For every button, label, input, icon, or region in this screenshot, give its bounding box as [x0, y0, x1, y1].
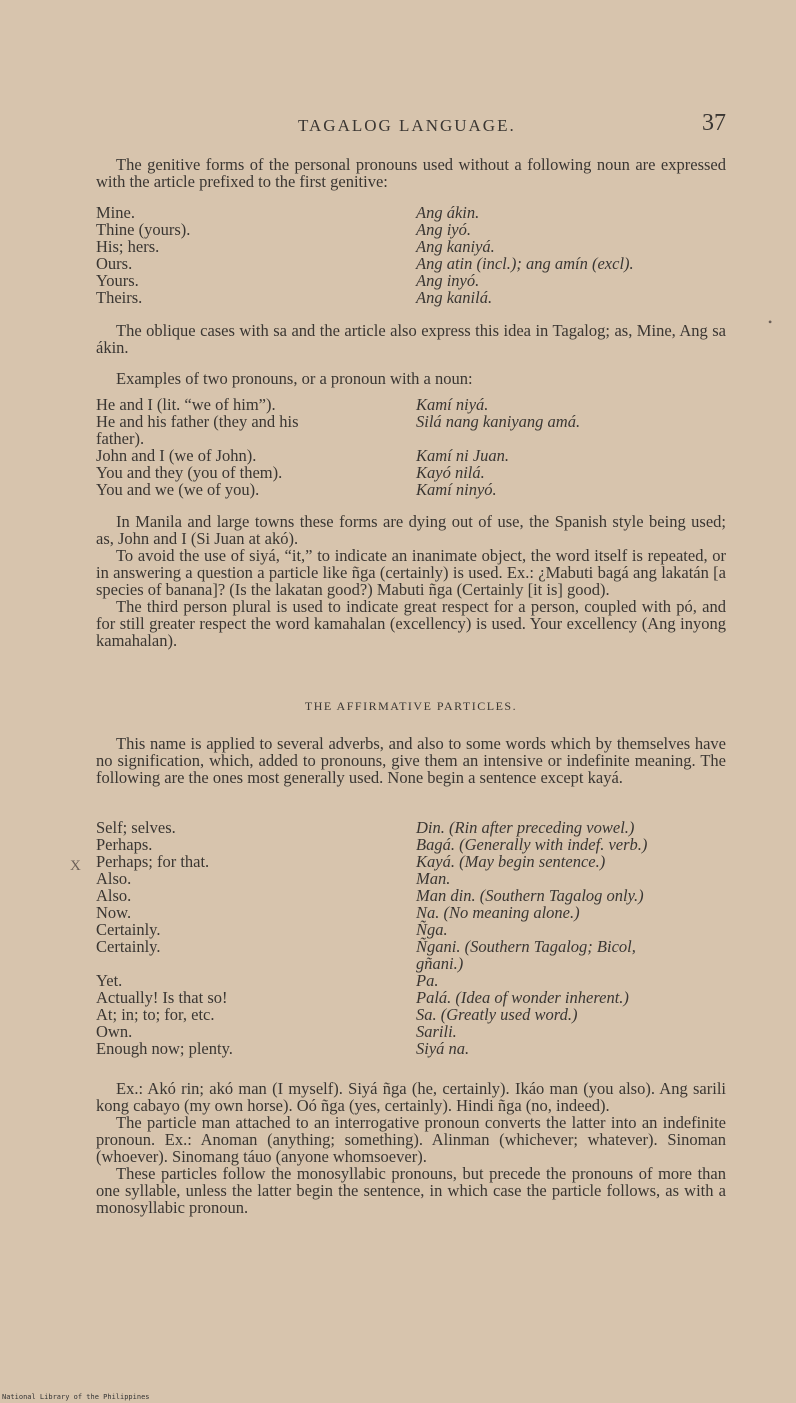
table-row: [96, 904, 726, 921]
english-gloss: Also.: [96, 886, 132, 905]
paragraph-man: The particle man attached to an interrogative pronoun converts the latter into an indefinite pronoun. Ex.: Anoman (anything; something). Alinman (whichever; whatever). Sinoman (whoever). Sinomang táuo (anyone whomsoever).: [96, 1113, 726, 1166]
english-gloss: Perhaps.: [96, 835, 153, 854]
table-row: [96, 1023, 726, 1040]
tagalog-form: Ang kaniyá.: [416, 237, 495, 256]
table-row: [96, 921, 726, 938]
table-row: [96, 289, 726, 306]
margin-x-mark: X: [70, 858, 81, 874]
table-row: [96, 221, 726, 238]
paragraph-examples-intro: Examples of two pronouns, or a pronoun with a noun:: [116, 369, 473, 388]
body-text-1: [96, 513, 726, 649]
tagalog-form: Siyá na.: [416, 1039, 470, 1058]
english-gloss: You and they (you of them).: [96, 463, 283, 482]
tagalog-form: Kamí ninyó.: [416, 480, 497, 499]
tagalog-form: Ang inyó.: [416, 271, 480, 290]
tagalog-form: Pa.: [416, 971, 439, 990]
paragraph-genitive: The genitive forms of the personal pronouns used without a following noun are expressed with the article prefixed to the first genitive:: [96, 155, 726, 191]
tagalog-form: gñani.): [416, 954, 464, 973]
paragraph-oblique: The oblique cases with sa and the article also express this idea in Tagalog; as, Mine, Ang sa ákin.: [96, 321, 726, 357]
paragraph-these: These particles follow the monosyllabic pronouns, but precede the pronouns of more than one syllable, unless the latter begin the sentence, in which case the particle follows, as with a monosyllabic pronoun.: [96, 1164, 726, 1217]
table-row: [96, 853, 726, 870]
table-row: [96, 955, 726, 972]
table-row: [96, 447, 726, 464]
english-gloss: [96, 955, 416, 972]
english-gloss: Actually! Is that so!: [96, 988, 228, 1007]
english-gloss: Theirs.: [96, 288, 143, 307]
english-gloss: He and I (lit. “we of him”).: [96, 395, 276, 414]
table-row: [96, 989, 726, 1006]
tagalog-form: Palá. (Idea of wonder inherent.): [416, 988, 629, 1007]
table-row: [96, 819, 726, 836]
tagalog-form: Sarili.: [416, 1022, 457, 1041]
body-text-2: [96, 735, 726, 786]
english-gloss: Mine.: [96, 203, 135, 222]
table-row: [96, 255, 726, 272]
examples-intro-block: [96, 370, 726, 387]
tagalog-form: Ñga.: [416, 920, 448, 939]
english-gloss: Self; selves.: [96, 818, 176, 837]
english-gloss: At; in; to; for, etc.: [96, 1005, 215, 1024]
tagalog-form: Kamí ni Juan.: [416, 446, 510, 465]
table-row: [96, 396, 726, 413]
tagalog-form: Silá nang kaniyang amá.: [416, 412, 581, 431]
english-gloss: Also.: [96, 869, 132, 888]
table-row: [96, 464, 726, 481]
tagalog-form: Din. (Rin after preceding vowel.): [416, 818, 635, 837]
table-row: [96, 972, 726, 989]
tagalog-form: Ñgani. (Southern Tagalog; Bicol,: [416, 937, 636, 956]
table-row: [96, 481, 726, 498]
table-row: [96, 938, 726, 955]
english-gloss: Enough now; plenty.: [96, 1039, 233, 1058]
tagalog-form: Ang ákin.: [416, 203, 480, 222]
english-gloss: His; hers.: [96, 237, 160, 256]
tagalog-form: Ang iyó.: [416, 220, 471, 239]
tagalog-form: [416, 430, 726, 447]
tagalog-form: Kayó nilá.: [416, 463, 485, 482]
table-row: [96, 870, 726, 887]
english-gloss: Certainly.: [96, 920, 161, 939]
particles-table: [96, 819, 726, 1057]
paragraph-avoid: To avoid the use of siyá, “it,” to indicate an inanimate object, the word itself is repeated, or in answering a question a particle like ñga (certainly) is used. Ex.: ¿Mabuti bagá ang lakatán [a species of banana]? (Is the lakatan good?) Mabuti ñga (Certainly [it is] good).: [96, 546, 726, 599]
table-row: [96, 887, 726, 904]
paragraph-name: This name is applied to several adverbs, and also to some words which by themselves have no signification, which, added to pronouns, give them an intensive or indefinite meaning. The following are the ones most generally used. None begin a sentence except kayá.: [96, 734, 726, 787]
tagalog-form: Kayá. (May begin sentence.): [416, 852, 606, 871]
page-number: 37: [702, 110, 726, 136]
running-title: TAGALOG LANGUAGE.: [298, 116, 516, 135]
tagalog-form: Ang atin (incl.); ang amín (excl).: [416, 254, 634, 273]
paragraph-third-person: The third person plural is used to indicate great respect for a person, coupled with pó, and for still greater respect the word kamahalan (excellency) is used. Your excellency (Ang inyong kamahalan).: [96, 597, 726, 650]
tagalog-form: Kamí niyá.: [416, 395, 489, 414]
tagalog-form: Man.: [416, 869, 451, 888]
table-row: [96, 272, 726, 289]
english-gloss: Certainly.: [96, 937, 161, 956]
tagalog-form: Sa. (Greatly used word.): [416, 1005, 578, 1024]
english-gloss: Yours.: [96, 271, 139, 290]
table-row: [96, 1040, 726, 1057]
table-row: [96, 204, 726, 221]
table-row: [96, 430, 726, 447]
section-title: THE AFFIRMATIVE PARTICLES.: [304, 699, 518, 713]
examples-table: [96, 396, 726, 498]
genitive-table: [96, 204, 726, 306]
page-header: [96, 112, 726, 142]
english-gloss: Now.: [96, 903, 132, 922]
genitive-intro: [96, 156, 726, 190]
english-gloss: Perhaps; for that.: [96, 852, 210, 871]
english-gloss: Ours.: [96, 254, 133, 273]
english-gloss: father).: [96, 429, 145, 448]
english-gloss: Own.: [96, 1022, 133, 1041]
table-row: [96, 413, 726, 430]
body-text-3: [96, 1080, 726, 1216]
margin-dot-mark: •: [768, 315, 773, 329]
english-gloss: Thine (yours).: [96, 220, 191, 239]
table-row: [96, 836, 726, 853]
paragraph-manila: In Manila and large towns these forms are dying out of use, the Spanish style being used; as, John and I (Si Juan at akó).: [96, 512, 726, 548]
oblique-block: [96, 322, 726, 356]
tagalog-form: Ang kanilá.: [416, 288, 493, 307]
english-gloss: You and we (we of you).: [96, 480, 260, 499]
english-gloss: He and his father (they and his: [96, 412, 299, 431]
library-footer: National Library of the Philippines: [2, 1393, 150, 1401]
english-gloss: John and I (we of John).: [96, 446, 257, 465]
tagalog-form: Bagá. (Generally with indef. verb.): [416, 835, 648, 854]
table-row: [96, 1006, 726, 1023]
paragraph-examples: Ex.: Akó rin; akó man (I myself). Siyá ñga (he, certainly). Ikáo man (you also). Ang sarili kong cabayo (my own horse). Oó ñga (yes, certainly). Hindi ñga (no, indeed).: [96, 1079, 726, 1115]
tagalog-form: Man din. (Southern Tagalog only.): [416, 886, 644, 905]
tagalog-form: Na. (No meaning alone.): [416, 903, 580, 922]
english-gloss: Yet.: [96, 971, 123, 990]
table-row: [96, 238, 726, 255]
